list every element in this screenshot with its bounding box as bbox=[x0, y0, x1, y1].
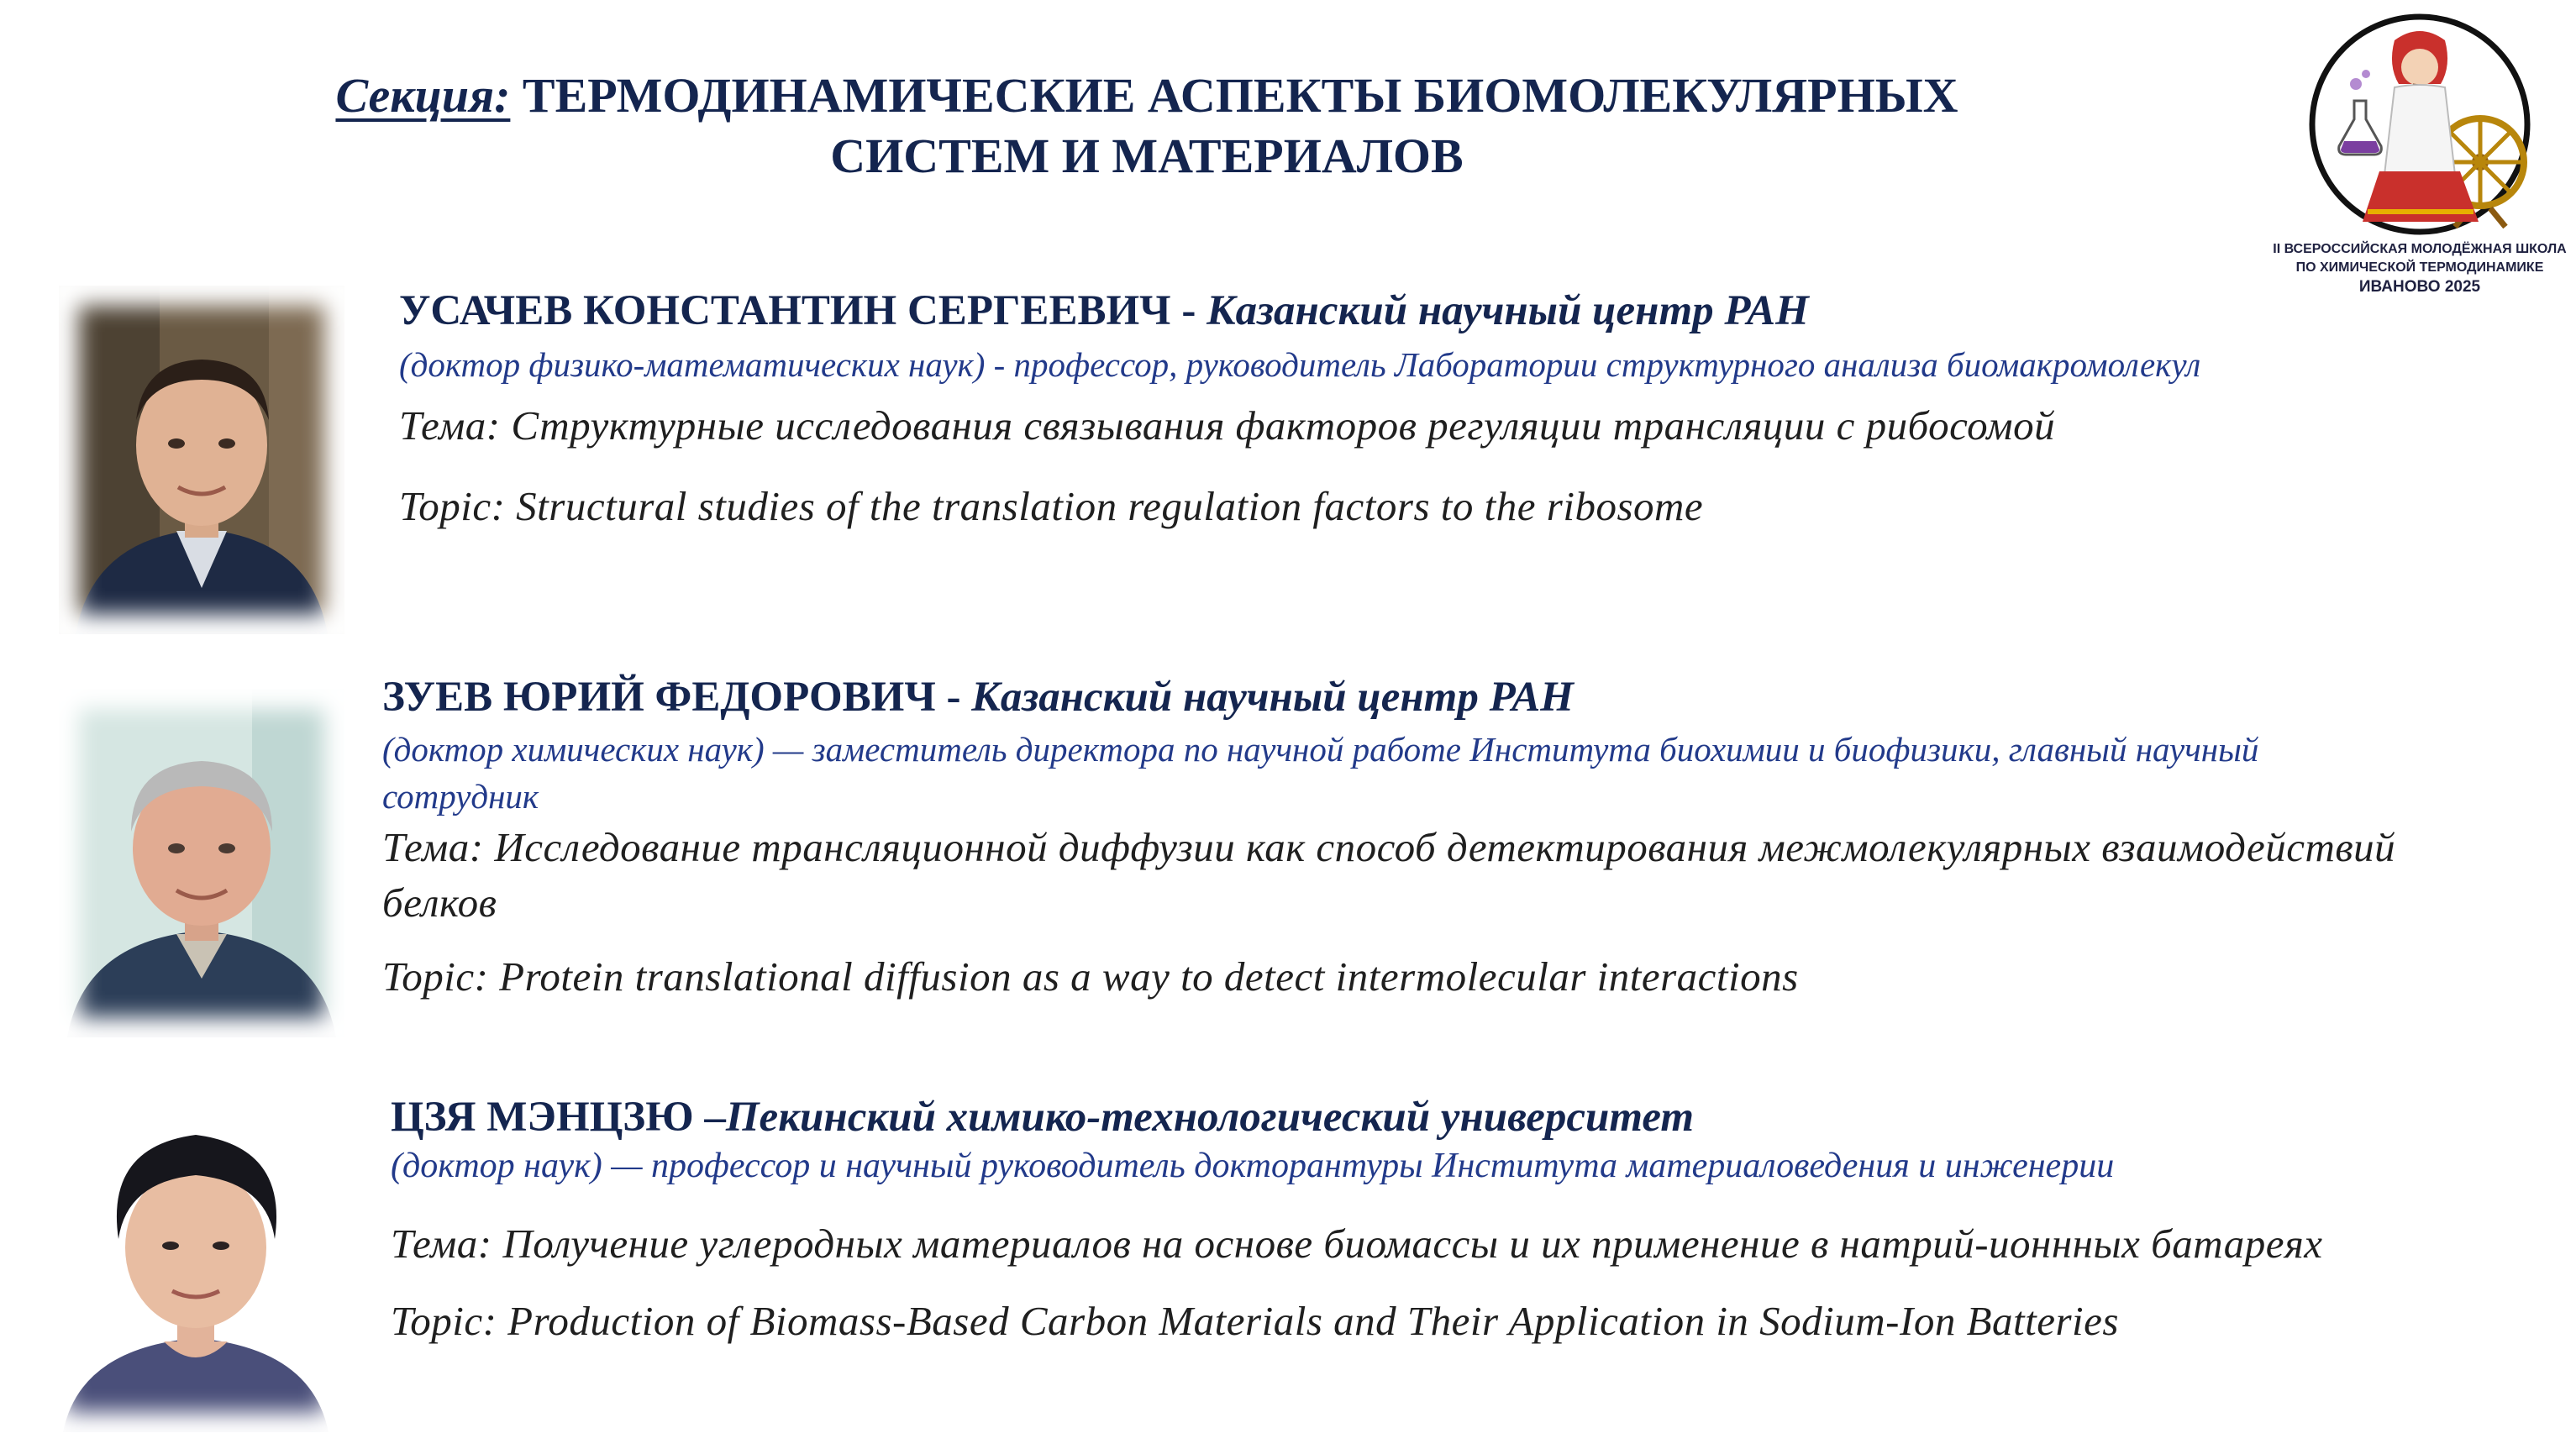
speaker-photo-1 bbox=[59, 286, 344, 634]
speaker-2-header bbox=[382, 672, 2416, 722]
speaker-1-header bbox=[399, 286, 2416, 336]
speaker-2-role: (доктор химических наук) — заместитель директора по научной работе Института биохимии и биофизики, главный научный сотрудник bbox=[382, 730, 2259, 816]
section-title-line-2: СИСТЕМ И МАТЕРИАЛОВ bbox=[830, 129, 1464, 183]
speaker-1-topic-ru: Тема: Структурные исследования связывания факторов регуляции трансляции с рибосомой bbox=[399, 402, 2056, 449]
portrait-man-icon bbox=[59, 689, 344, 1037]
speaker-2-topic-en: Topic: Protein translational diffusion as a way to detect intermolecular interactions bbox=[382, 953, 1799, 1000]
section-title-line-1 bbox=[202, 66, 2092, 126]
speaker-1-organization: Казанский научный центр РАН bbox=[1207, 287, 1809, 334]
speaker-3-separator: – bbox=[693, 1094, 726, 1141]
speaker-3-name: ЦЗЯ МЭНЦЗЮ bbox=[391, 1094, 694, 1141]
speaker-1-name: УСАЧЕВ КОНСТАНТИН СЕРГЕЕВИЧ bbox=[399, 287, 1171, 334]
logo-caption-line-3: ИВАНОВО 2025 bbox=[2358, 278, 2481, 296]
section-title bbox=[202, 66, 2092, 186]
logo-caption-line-2: ПО ХИМИЧЕСКОЙ ТЕРМОДИНАМИКЕ bbox=[2295, 260, 2544, 275]
speaker-1-separator: - bbox=[1170, 287, 1207, 334]
speaker-2-separator: - bbox=[935, 674, 972, 721]
portrait-man-icon bbox=[59, 286, 344, 634]
logo-caption-line-1: II ВСЕРОССИЙСКАЯ МОЛОДЁЖНАЯ ШКОЛА bbox=[2273, 242, 2567, 256]
speaker-3-role: (доктор наук) — профессор и научный руководитель докторантуры Института материаловедения и инженерии bbox=[391, 1147, 2115, 1185]
speaker-1-role: (доктор физико-математических наук) - профессор, руководитель Лаборатории структурного анализа биомакромолекул bbox=[399, 345, 2201, 384]
speaker-3-header bbox=[391, 1092, 2525, 1142]
speaker-photo-3 bbox=[46, 1071, 344, 1432]
speaker-block-1 bbox=[399, 286, 2416, 534]
speaker-3-topic-en: Topic: Production of Biomass-Based Carbon Materials and Their Application in Sodium-Ion Batteries bbox=[391, 1298, 2119, 1344]
section-label: Секция: bbox=[335, 68, 511, 123]
speaker-3-topic-ru: Тема: Получение углеродных материалов на основе биомассы и их применение в натрий-ионнных батареях bbox=[391, 1221, 2323, 1267]
speaker-3-organization: Пекинский химико-технологический университет bbox=[725, 1094, 1695, 1141]
speaker-2-topic-ru: Тема: Исследование трансляционной диффузии как способ детектирования межмолекулярных взаимодействий белков bbox=[382, 824, 2396, 926]
speaker-block-2 bbox=[382, 672, 2416, 1005]
speaker-photo-2 bbox=[59, 689, 344, 1037]
portrait-woman-icon bbox=[46, 1071, 344, 1432]
speaker-2-organization: Казанский научный центр РАН bbox=[971, 674, 1574, 721]
speaker-block-3 bbox=[391, 1092, 2525, 1349]
speaker-1-topic-en: Topic: Structural studies of the translation regulation factors to the ribosome bbox=[399, 483, 1704, 529]
section-title-text-1: ТЕРМОДИНАМИЧЕСКИЕ АСПЕКТЫ БИОМОЛЕКУЛЯРНЫХ bbox=[522, 68, 1958, 123]
speaker-2-name: ЗУЕВ ЮРИЙ ФЕДОРОВИЧ bbox=[382, 674, 936, 721]
